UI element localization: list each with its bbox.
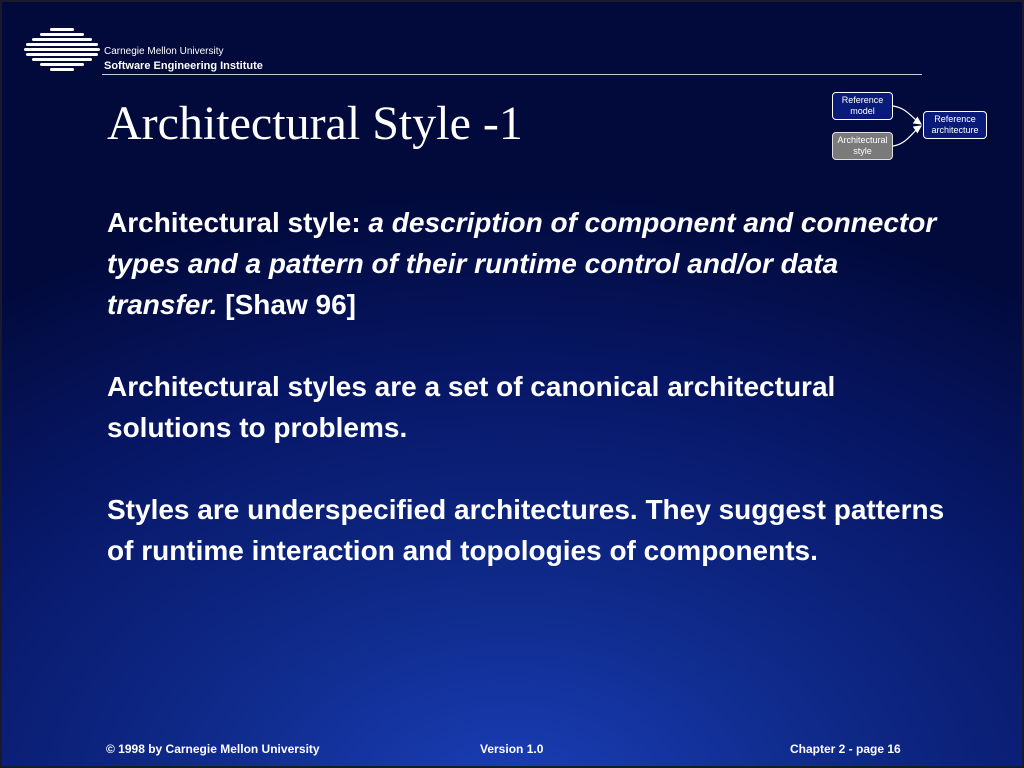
slide-title: Architectural Style -1	[107, 97, 523, 150]
architectural-style-label-2: style	[853, 146, 872, 156]
arrow-style-to-architecture	[893, 126, 921, 146]
footer-copyright: © 1998 by Carnegie Mellon University	[106, 742, 320, 756]
underspecified-paragraph: Styles are underspecified architectures. They suggest patterns of runtime interaction and topologies of components.	[107, 494, 945, 566]
architectural-style-label-1: Architectural	[837, 135, 888, 145]
reference-architecture-label-2: architecture	[931, 125, 979, 135]
definition-paragraph	[107, 202, 947, 325]
footer-version: Version 1.0	[480, 742, 544, 756]
reference-model-label-2: model	[850, 106, 875, 116]
arrow-model-to-architecture	[893, 106, 921, 124]
architectural-style-node	[832, 132, 893, 160]
reference-architecture-label-1: Reference	[934, 114, 976, 124]
header-divider	[102, 74, 922, 75]
reference-model-node	[832, 92, 893, 120]
university-name: Carnegie Mellon University	[104, 46, 224, 57]
slide-body	[107, 202, 947, 612]
definition-citation: [Shaw 96]	[217, 289, 356, 320]
sei-logo	[24, 28, 100, 72]
institute-name: Software Engineering Institute	[104, 60, 263, 72]
definition-term: Architectural style:	[107, 207, 369, 238]
reference-architecture-node	[923, 111, 987, 139]
footer-page-number: Chapter 2 - page 16	[790, 742, 901, 756]
definition-text: a description of component and connector types and a pattern of their runtime control and/or data transfer.	[107, 207, 937, 320]
reference-model-label-1: Reference	[841, 95, 884, 105]
canonical-solutions-paragraph: Architectural styles are a set of canonical architectural solutions to problems.	[107, 371, 836, 443]
organization-name	[104, 44, 263, 74]
